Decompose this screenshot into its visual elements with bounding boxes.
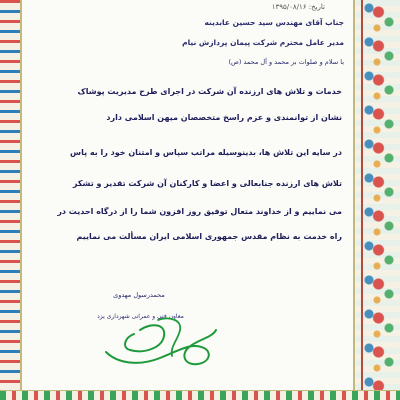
body-line: نشان از توانمندی و عزم راسخ متخصصان میهن اسلامی دارد [106, 113, 342, 122]
body-line: می نماییم و از خداوند متعال توفیق روز افزون شما را از درگاه احدیت در [57, 207, 342, 216]
decorative-border-bottom [0, 390, 400, 400]
letter-addressee: جناب آقای مهندس سید حسین عابدینه [204, 18, 344, 27]
letter-greeting: با سلام و صلوات بر محمد و آل محمد (ص) [228, 58, 344, 66]
signer-title: معاون فنی و عمرانی شهرداری یزد [97, 313, 184, 320]
body-line: در سایه این تلاش ها، بدینوسیله مراتب سپاس و امتنان خود را به پاس [70, 148, 342, 157]
decorative-border-right [353, 0, 400, 400]
letter-recipient-title: مدیر عامل محترم شرکت پیمان پردازش نیام [182, 38, 344, 47]
body-line: راه خدمت به نظام مقدس جمهوری اسلامی ایران مسألت می نماییم [76, 232, 342, 241]
decorative-border-left [0, 0, 22, 400]
body-line: خدمات و تلاش های ارزنده آن شرکت در اجرای طرح مدیریت پوشاک [77, 87, 342, 96]
letter-date: تاریخ: ۱۳۹۵/۰۸/۱۶ [271, 3, 325, 11]
signer-name: محمدرسول مهدوی [113, 291, 165, 299]
handwritten-signature [100, 312, 220, 367]
body-line: تلاش های ارزنده جنابعالی و اعضا و کارکنان آن شرکت تقدیر و تشکر [72, 179, 342, 188]
